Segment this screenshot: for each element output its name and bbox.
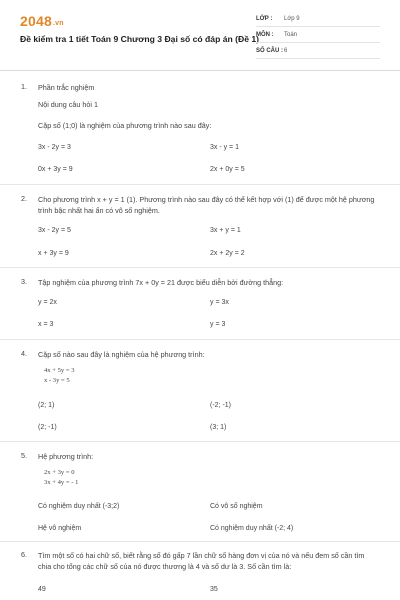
answer-option-c[interactable]: Hệ vô nghiệm bbox=[38, 525, 82, 532]
question-text: Cặp số nào sau đây là nghiệm của hệ phương trình: bbox=[38, 350, 205, 359]
meta-row-subject bbox=[256, 30, 380, 43]
question-text: Tập nghiệm của phương trình 7x + 0y = 21 được biểu diễn bởi đường thẳng: bbox=[38, 278, 284, 287]
answer-option-c[interactable]: x + 3y = 9 bbox=[38, 250, 69, 257]
answer-option-a[interactable]: 49 bbox=[38, 586, 46, 593]
answer-option-d[interactable]: (3; 1) bbox=[210, 424, 227, 431]
site-logo[interactable] bbox=[20, 13, 64, 29]
answer-option-a[interactable]: (2; 1) bbox=[38, 402, 55, 409]
question-number: 6. bbox=[21, 550, 27, 559]
answer-option-b[interactable]: y = 3x bbox=[210, 299, 229, 306]
question-number: 5. bbox=[21, 451, 27, 460]
equation-line: 3x + 4y = - 1 bbox=[44, 479, 79, 486]
answer-option-d[interactable]: 2x + 0y = 5 bbox=[210, 166, 245, 173]
meta-row-class bbox=[256, 14, 380, 27]
answer-option-c[interactable]: (2; -1) bbox=[38, 424, 57, 431]
question-prompt: Cặp số (1;0) là nghiệm của phương trình nào sau đây: bbox=[38, 121, 212, 130]
question-text: Tìm một số có hai chữ số, biết rằng số đó gấp 7 lần chữ số hàng đơn vị của nó và nếu đem số cần tìm chia cho tổng các chữ số của nó được thương là 4 và số dư là 3. Số cần tìm là: bbox=[38, 551, 365, 571]
answer-option-a[interactable]: y = 2x bbox=[38, 299, 57, 306]
answer-option-b[interactable]: 3x - y = 1 bbox=[210, 144, 239, 151]
meta-row-count bbox=[256, 46, 380, 59]
question-text: Phần trắc nghiệm bbox=[38, 83, 95, 92]
answer-option-b[interactable]: 3x + y = 1 bbox=[210, 227, 241, 234]
equation-line: 4x + 5y = 3 bbox=[44, 367, 75, 374]
answer-option-d[interactable]: y = 3 bbox=[210, 321, 226, 328]
answer-option-a[interactable]: 3x - 2y = 3 bbox=[38, 144, 71, 151]
equation-line: 2x + 3y = 0 bbox=[44, 469, 75, 476]
logo-text: 2048 bbox=[20, 13, 52, 29]
meta-value: 6 bbox=[284, 48, 288, 54]
logo-suffix: .vn bbox=[52, 20, 64, 27]
question-number: 2. bbox=[21, 194, 27, 203]
equation-system bbox=[44, 366, 75, 386]
meta-key: LỚP : bbox=[256, 16, 273, 22]
meta-value: Lớp 9 bbox=[284, 16, 300, 22]
meta-value: Toán bbox=[284, 32, 298, 38]
meta-key: MÔN : bbox=[256, 32, 274, 38]
meta-key: SỐ CÂU : bbox=[256, 48, 283, 54]
answer-option-a[interactable]: Có nghiệm duy nhất (-3;2) bbox=[38, 503, 120, 510]
question-divider bbox=[0, 339, 400, 340]
answer-option-d[interactable]: 2x + 2y = 2 bbox=[210, 250, 245, 257]
question-divider bbox=[0, 541, 400, 542]
page-header bbox=[0, 0, 400, 70]
question-text: Hệ phương trình: bbox=[38, 452, 94, 461]
answer-option-b[interactable]: Có vô số nghiệm bbox=[210, 503, 263, 510]
header-divider bbox=[0, 70, 400, 71]
question-number: 1. bbox=[21, 82, 27, 91]
question-number: 4. bbox=[21, 349, 27, 358]
answer-option-d[interactable]: Có nghiệm duy nhất (-2; 4) bbox=[210, 525, 294, 532]
question-divider bbox=[0, 184, 400, 185]
question-divider bbox=[0, 267, 400, 268]
answer-option-c[interactable]: 0x + 3y = 9 bbox=[38, 166, 73, 173]
answer-option-a[interactable]: 3x - 2y = 5 bbox=[38, 227, 71, 234]
equation-line: x - 3y = 5 bbox=[44, 377, 70, 384]
answer-option-c[interactable]: x = 3 bbox=[38, 321, 54, 328]
question-subheading: Nội dung câu hỏi 1 bbox=[38, 100, 98, 109]
question-number: 3. bbox=[21, 277, 27, 286]
question-divider bbox=[0, 441, 400, 442]
page-title: Đề kiểm tra 1 tiết Toán 9 Chương 3 Đại số có đáp án (Đề 1) bbox=[20, 34, 260, 44]
answer-option-b[interactable]: 35 bbox=[210, 586, 218, 593]
question-text: Cho phương trình x + y = 1 (1). Phương trình nào sau đây có thể kết hợp với (1) để được một hệ phương trình bậc nhất hai ẩn có vô số nghiệm. bbox=[38, 195, 375, 215]
answer-option-b[interactable]: (-2; -1) bbox=[210, 402, 231, 409]
equation-system bbox=[44, 468, 78, 488]
